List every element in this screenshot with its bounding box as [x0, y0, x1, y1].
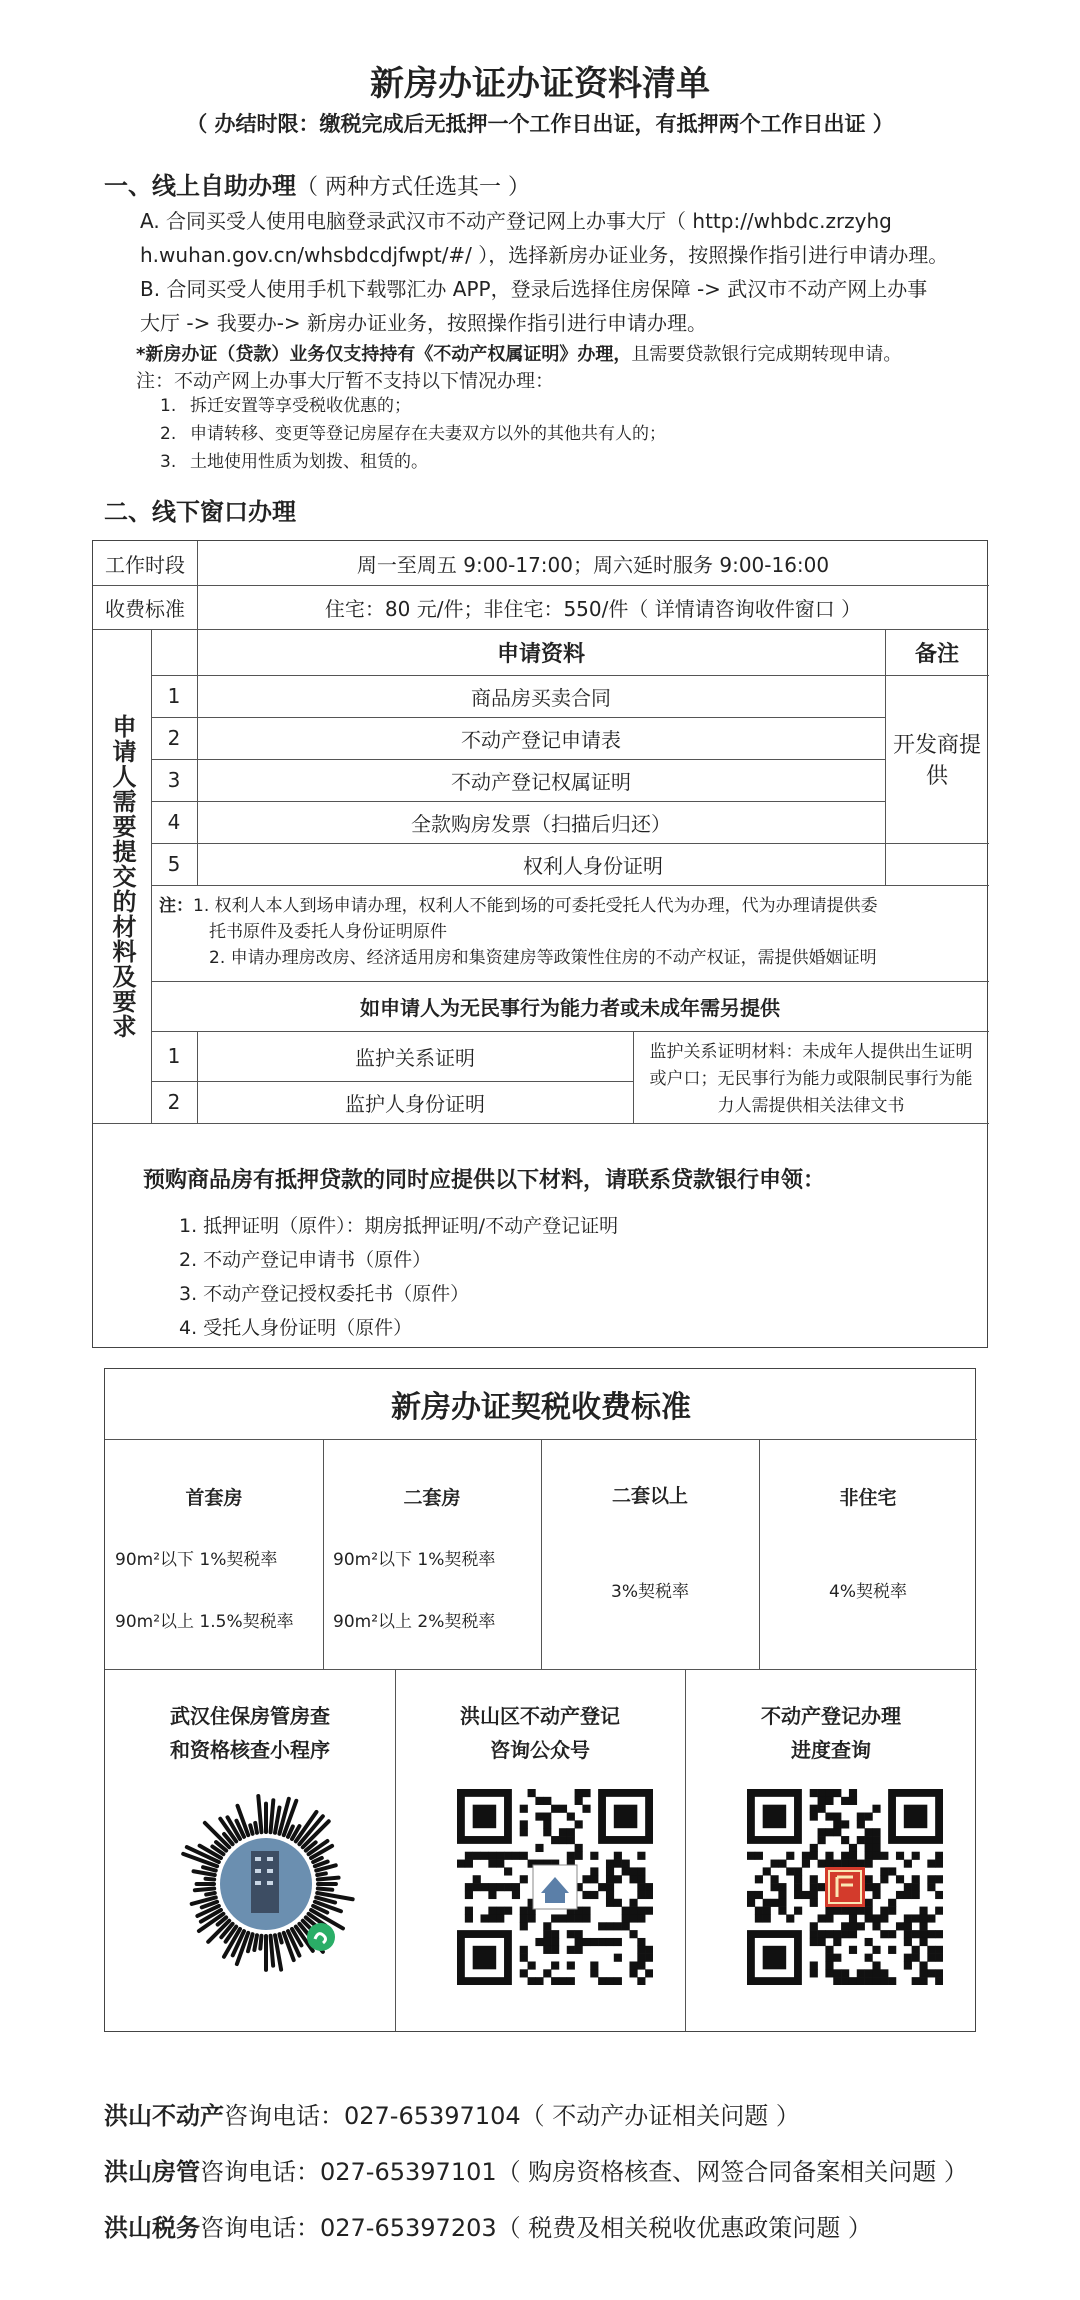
- rate-text: 3%契税率: [611, 1582, 689, 1602]
- rate-text: 90m²以下 1%契税率: [115, 1550, 278, 1570]
- contact-note: （ 不动产办证相关问题 ）: [520, 2102, 800, 2130]
- method-b-line2: 大厅 -> 我要办-> 新房办证业务，按照操作指引进行申请办理。: [140, 311, 708, 335]
- online-heading-note: （ 两种方式任选其一 ）: [296, 175, 530, 200]
- contact-realestate: [104, 2096, 800, 2131]
- progress-query-qr-code[interactable]: [747, 1789, 943, 1985]
- note-text: 1. 权利人本人到场申请办理，权利人不能到场的可委托受托人代为办理，代为办理请提供委: [193, 896, 878, 916]
- contact-note: （ 购房资格核查、网签合同备案相关问题 ）: [496, 2158, 968, 2186]
- note-line: 托书原件及委托人身份证明原件: [209, 922, 447, 942]
- method-a-line2: h.wuhan.gov.cn/whsbdcdjfwpt/#/ ），选择新房办证业务，按照操作指引进行申请办理。: [140, 243, 949, 267]
- loan-note: [136, 340, 901, 366]
- row-number: 2: [167, 1090, 181, 1114]
- first-home-header: 首套房: [185, 1487, 243, 1509]
- materials-column-header: 申请资料: [496, 641, 585, 667]
- materials-notes: [153, 889, 989, 975]
- material-name: 商品房买卖合同: [471, 685, 611, 710]
- contact-phone[interactable]: 027-65397203: [320, 2214, 497, 2242]
- list-item: 1. 抵押证明（原件）：期房抵押证明/不动产登记证明: [179, 1215, 619, 1237]
- materials-side-label: 申请人需要提交的材料及要求: [108, 713, 136, 1039]
- list-number: 3.: [160, 452, 177, 472]
- list-text: 土地使用性质为划拨、租赁的。: [190, 452, 428, 472]
- loan-note-tail: 且需要贷款银行完成期转现申请。: [631, 344, 902, 365]
- contact-label: 咨询电话：: [224, 2102, 344, 2130]
- qr-title-line: 进度查询: [791, 1738, 871, 1762]
- loan-note-bold: *新房办证（贷款）业务仅支持持有《不动产权属证明》办理，: [136, 344, 632, 365]
- guardian-remark: 监护关系证明材料：未成年人提供出生证明或户口；无民事行为能力或限制民事行为能力人需提供相关法律文书: [649, 1042, 973, 1116]
- table-divider: [759, 1439, 760, 1669]
- method-a-line1: A. 合同买受人使用电脑登录武汉市不动产登记网上办事大厅（ http://whbdc.zrzyhg: [140, 209, 892, 233]
- developer-provides: 开发商提供: [892, 733, 981, 789]
- list-item: 2. 不动产登记申请书（原件）: [179, 1249, 432, 1271]
- rate-text: 90m²以上 1.5%契税率: [115, 1612, 294, 1632]
- list-number: 2.: [160, 424, 177, 444]
- row-number: 1: [167, 684, 181, 708]
- list-item: 3. 不动产登记授权委托书（原件）: [179, 1283, 470, 1305]
- official-account-qr-code[interactable]: [457, 1789, 653, 1985]
- contact-housing: [104, 2152, 968, 2187]
- list-text: 拆迁安置等享受税收优惠的；: [190, 396, 411, 416]
- offline-heading: 二、线下窗口办理: [104, 498, 296, 526]
- table-divider: [93, 1123, 989, 1124]
- list-item: [160, 420, 666, 448]
- list-item: 4. 受托人身份证明（原件）: [179, 1317, 413, 1339]
- qr-title-line: 不动产登记办理: [761, 1704, 901, 1728]
- method-b-line1: B. 合同买受人使用手机下载鄂汇办 APP，登录后选择住房保障 -> 武汉市不动产网上办事: [140, 277, 928, 301]
- contact-org: 洪山房管: [104, 2158, 200, 2186]
- contact-phone[interactable]: 027-65397101: [320, 2158, 497, 2186]
- row-number: 2: [167, 726, 181, 750]
- rate-text: 90m²以下 1%契税率: [333, 1550, 496, 1570]
- qr-title-official-account: [395, 1699, 685, 1767]
- page-subtitle: （ 办结时限：缴税完成后无抵押一个工作日出证，有抵押两个工作日出证 ）: [186, 112, 894, 136]
- qr-title-progress: [685, 1699, 977, 1767]
- contact-label: 咨询电话：: [200, 2214, 320, 2242]
- list-number: 1.: [160, 396, 177, 416]
- note-line: [159, 893, 983, 919]
- list-item: [160, 392, 666, 420]
- qr-title-line: 洪山区不动产登记: [460, 1704, 620, 1728]
- qr-title-line: 咨询公众号: [490, 1738, 590, 1762]
- note-line: 2. 申请办理房改房、经济适用房和集资建房等政策性住房的不动产权证，需提供婚姻证明: [209, 948, 877, 968]
- qr-title-mini-program: [105, 1699, 395, 1767]
- work-hours-value: 周一至周五 9:00-17:00；周六延时服务 9:00-16:00: [356, 552, 830, 577]
- contact-note: （ 税费及相关税收优惠政策问题 ）: [496, 2214, 872, 2242]
- row-number: 5: [167, 852, 181, 876]
- fee-label: 收费标准: [105, 596, 185, 621]
- second-home-header: 二套房: [403, 1487, 461, 1509]
- row-number: 3: [167, 768, 181, 792]
- rate-text: 4%契税率: [829, 1582, 907, 1602]
- rate-text: 90m²以上 2%契税率: [333, 1612, 496, 1632]
- list-text: 申请转移、变更等登记房屋存在夫妻双方以外的其他共有人的；: [190, 424, 666, 444]
- tax-table: [104, 1368, 976, 2032]
- material-name: 全款购房发票（扫描后归还）: [411, 811, 671, 836]
- unsupported-note: 注：不动产网上办事大厅暂不支持以下情况办理：: [136, 370, 555, 392]
- mortgage-heading: 预购商品房有抵押贷款的同时应提供以下材料，请联系贷款银行申领：: [143, 1168, 826, 1193]
- guardian-heading: 如申请人为无民事行为能力者或未成年需另提供: [360, 995, 780, 1020]
- online-heading-text: 一、线上自助办理: [104, 172, 296, 200]
- material-name: 权利人身份证明: [523, 853, 663, 878]
- unsupported-list: [160, 392, 666, 476]
- third-plus-header: 二套以上: [611, 1485, 688, 1507]
- guardian-material: 监护关系证明: [355, 1045, 475, 1070]
- tax-heading: 新房办证契税收费标准: [391, 1390, 691, 1425]
- non-residential-header: 非住宅: [839, 1487, 897, 1509]
- offline-table: [92, 540, 988, 1348]
- contact-label: 咨询电话：: [200, 2158, 320, 2186]
- contact-org: 洪山不动产: [104, 2102, 224, 2130]
- contact-phone[interactable]: 027-65397104: [344, 2102, 521, 2130]
- contact-org: 洪山税务: [104, 2214, 200, 2242]
- table-divider: [323, 1439, 324, 1669]
- remark-column-header: 备注: [914, 641, 959, 667]
- guardian-material: 监护人身份证明: [345, 1091, 485, 1116]
- table-divider: [151, 885, 989, 886]
- page-title: 新房办证办证资料清单: [370, 64, 710, 104]
- table-divider: [105, 1669, 977, 1670]
- notes-label: 注：: [159, 896, 193, 916]
- qr-title-line: 和资格核查小程序: [170, 1738, 330, 1762]
- contact-tax: [104, 2208, 872, 2243]
- material-name: 不动产登记申请表: [461, 727, 621, 752]
- table-divider: [541, 1439, 542, 1669]
- row-number: 4: [167, 810, 181, 834]
- fee-value: 住宅：80 元/件；非住宅：550/件（ 详情请咨询收件窗口 ）: [324, 596, 862, 621]
- list-item: [160, 448, 666, 476]
- material-name: 不动产登记权属证明: [451, 769, 631, 794]
- row-number: 1: [167, 1044, 181, 1068]
- qr-title-line: 武汉住保房管房查: [170, 1704, 330, 1728]
- online-heading: [104, 166, 530, 201]
- mini-program-code[interactable]: [171, 1789, 361, 1979]
- work-hours-label: 工作时段: [105, 552, 185, 577]
